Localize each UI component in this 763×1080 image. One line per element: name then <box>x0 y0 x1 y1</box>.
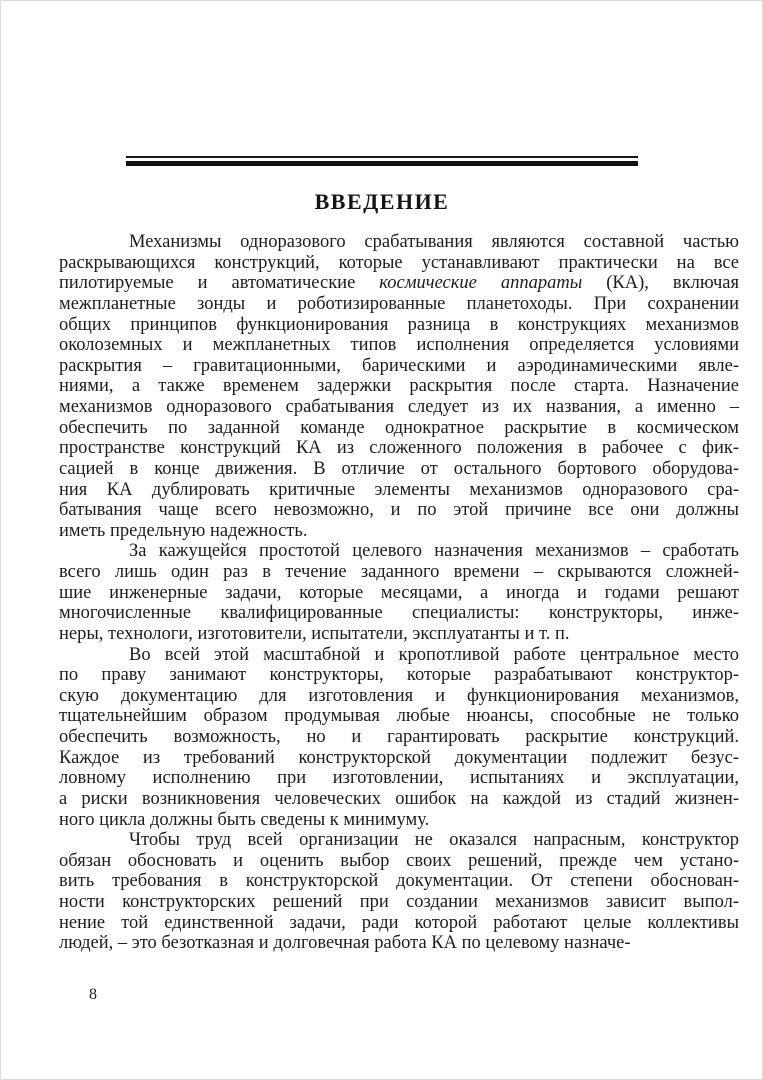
text-line: ловному исполнению при изготовлении, испытаниях и эксплуатации, <box>59 768 739 789</box>
header-rule-thin-line <box>126 156 638 158</box>
text-line: неры, технологи, изготовители, испытатели, эксплуатанты и т. п. <box>59 623 570 644</box>
text-line: ности конструкторских решений при создании механизмов зависит выпол- <box>59 892 739 912</box>
text-line: Механизмы одноразового срабатывания являются составной частью <box>129 232 739 252</box>
text-line: тщательнейшим образом продумывая любые нюансы, способные не только <box>59 706 739 727</box>
text-line: нение той единственной задачи, ради которой работают целые коллективы <box>59 912 739 933</box>
text-line: по праву занимают конструкторы, которые разрабатывают конструктор- <box>59 665 739 686</box>
text-line: ния КА дублировать критичные элементы механизмов одноразового сра- <box>59 479 739 500</box>
text-line: Во всей этой масштабной и кропотливой работе центральное место <box>129 644 739 665</box>
italic-term: космические аппараты <box>379 273 583 294</box>
header-double-rule <box>126 156 638 166</box>
text-line: всего лишь один раз в течение заданного времени – скрываются сложней- <box>59 562 739 582</box>
chapter-title: ВВЕДЕНИЕ <box>314 189 450 214</box>
text-line: обязан обосновать и оценить выбор своих решений, прежде чем устано- <box>59 850 739 871</box>
text-line: обеспечить по заданной команде однократное раскрытие в космическом <box>59 417 739 438</box>
text-line: механизмов одноразового срабатывания следует из их названия, а именно – <box>59 397 739 417</box>
text-line: людей, – это безотказная и долговечная работа КА по целевому назначе- <box>59 933 631 954</box>
text-line: батывания чаще всего невозможно, и по этой причине все они должны <box>59 500 739 521</box>
text-line: пространстве конструкций КА из сложенного положения в рабочее с фик- <box>59 438 739 459</box>
text-line: иметь предельную надежность. <box>59 520 308 541</box>
text-line: общих принципов функционирования разница в конструкциях механизмов <box>59 314 739 335</box>
text-line: обеспечить возможность, но и гарантировать раскрытие конструкций. <box>59 727 739 747</box>
text-line: раскрытия – гравитационными, барическими и аэродинамическими явле- <box>59 355 739 376</box>
body-text <box>59 232 739 954</box>
text-line: Чтобы труд всей организации не оказался напрасным, конструктор <box>129 830 739 851</box>
text-line: межпланетные зонды и роботизированные планетоходы. При сохранении <box>59 293 739 314</box>
text-line: ниями, а также временем задержки раскрытия после старта. Назначение <box>59 376 739 397</box>
text-line: а риски возникновения человеческих ошибок на каждой из стадий жизнен- <box>59 788 739 809</box>
page-number: 8 <box>89 986 97 1003</box>
text-line: скую документацию для изготовления и функционирования механизмов, <box>59 685 739 706</box>
header-rule-thick-line <box>126 161 638 166</box>
text-line: За кажущейся простотой целевого назначения механизмов – сработать <box>129 541 739 562</box>
text-line: околоземных и межпланетных типов исполнения определяется условиями <box>59 335 739 356</box>
text-line: пилотируемые и автоматические космические аппараты (КА), включая <box>59 273 739 294</box>
text-line: шие инженерные задачи, которые месяцами, а иногда и годами решают <box>59 582 739 603</box>
text-line: сацией в конце движения. В отличие от остального бортового оборудова- <box>59 458 739 479</box>
text-line: Каждое из требований конструкторской документации подлежит безус- <box>59 747 739 768</box>
text-line: раскрывающихся конструкций, которые устанавливают практически на все <box>59 252 739 273</box>
text-line: ного цикла должны быть сведены к минимуму. <box>59 809 430 830</box>
text-line: вить требования в конструкторской документации. От степени обоснован- <box>59 871 739 892</box>
text-line: многочисленные квалифицированные специалисты: конструкторы, инже- <box>59 603 739 624</box>
